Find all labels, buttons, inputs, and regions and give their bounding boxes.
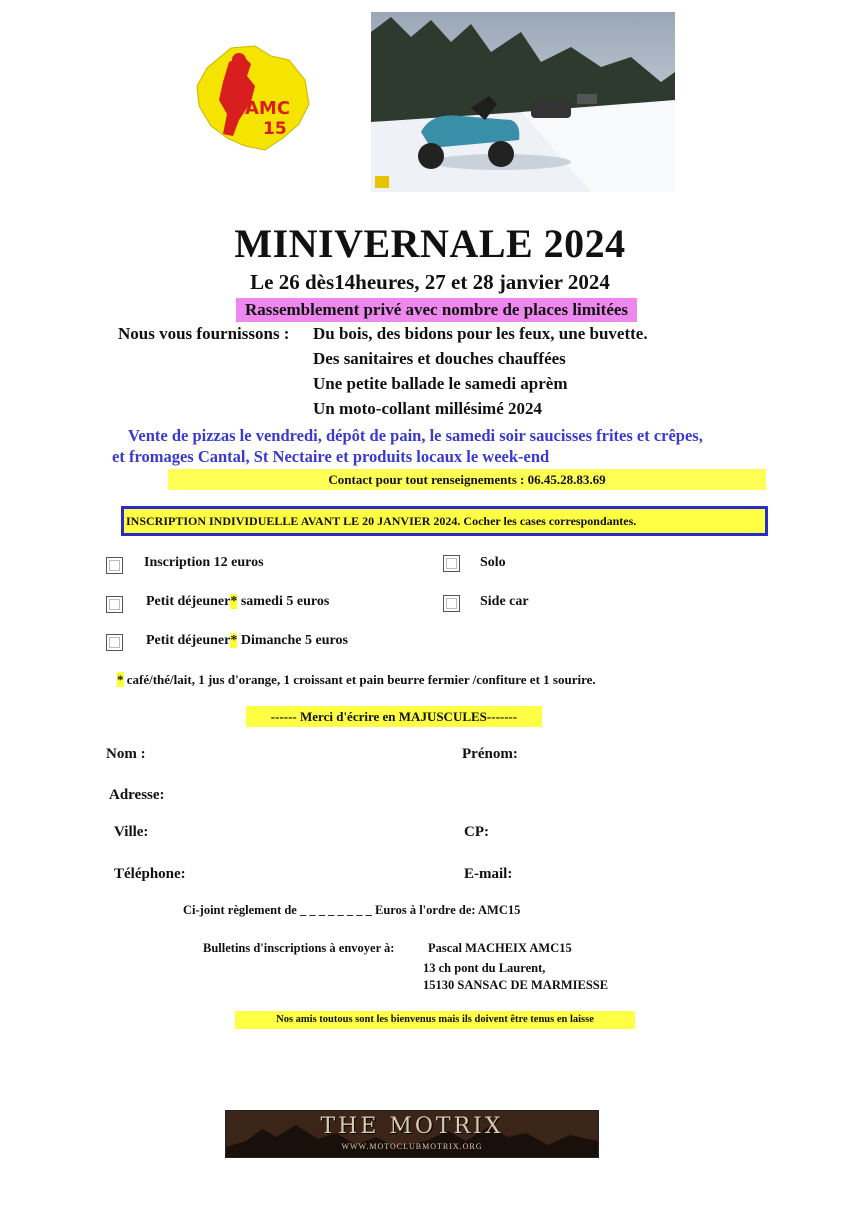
amc15-logo	[193, 42, 313, 154]
cp-field-label: CP:	[464, 824, 489, 840]
breakfast-text: Petit déjeuner	[146, 594, 231, 609]
solo-label: Solo	[480, 555, 506, 570]
breakfast-sunday-checkbox[interactable]	[106, 634, 123, 651]
nom-field-label: Nom :	[106, 746, 146, 762]
sidecar-snow-photo	[371, 12, 675, 192]
asterisk-marker: *	[230, 633, 238, 648]
uppercase-instruction: ------ Merci d'écrire en MAJUSCULES-------	[246, 706, 542, 727]
breakfast-saturday-label	[146, 594, 329, 610]
breakfast-saturday-checkbox[interactable]	[106, 596, 123, 613]
inscription-deadline-banner: INSCRIPTION INDIVIDUELLE AVANT LE 20 JANVIER 2024. Cocher les cases correspondantes.	[121, 506, 768, 536]
side-car-label: Side car	[480, 594, 529, 609]
inscription-label: Inscription 12 euros	[144, 555, 264, 570]
breakfast-day-text: samedi 5 euros	[237, 594, 330, 609]
send-address-line: 15130 SANSAC DE MARMIESSE	[423, 978, 609, 992]
send-address-label: Bulletins d'inscriptions à envoyer à:	[203, 941, 395, 955]
provided-item: Des sanitaires et douches chauffées	[313, 349, 566, 368]
contact-info: Contact pour tout renseignements : 06.45.28.83.69	[168, 469, 766, 490]
send-address-line: Pascal MACHEIX AMC15	[428, 941, 572, 955]
inscription-checkbox[interactable]	[106, 557, 123, 574]
motrix-banner	[225, 1110, 599, 1158]
food-sale-line: Vente de pizzas le vendredi, dépôt de pain, le samedi soir saucisses frites et crêpes,	[128, 426, 703, 445]
provided-label: Nous vous fournissons :	[118, 324, 290, 343]
private-gathering-notice: Rassemblement privé avec nombre de places limitées	[236, 298, 637, 322]
banner-title: THE MOTRIX	[320, 1114, 504, 1139]
footnote-text: café/thé/lait, 1 jus d'orange, 1 croissant et pain beurre fermier /confiture et 1 sourire.	[123, 672, 596, 687]
breakfast-footnote	[117, 672, 596, 688]
adresse-field-label: Adresse:	[109, 787, 165, 803]
breakfast-sunday-label	[146, 633, 348, 649]
breakfast-day-text: Dimanche 5 euros	[237, 633, 348, 648]
provided-item: Un moto-collant millésimé 2024	[313, 399, 542, 418]
payment-line: Ci-joint règlement de _ _ _ _ _ _ _ _ Euros à l'ordre de: AMC15	[183, 903, 521, 917]
logo-text-amc: AMC	[245, 98, 291, 119]
provided-item: Une petite ballade le samedi aprèm	[313, 374, 568, 393]
send-address-line: 13 ch pont du Laurent,	[423, 961, 546, 975]
prenom-field-label: Prénom:	[462, 746, 518, 762]
telephone-field-label: Téléphone:	[114, 866, 186, 882]
asterisk-marker: *	[117, 672, 124, 687]
asterisk-marker: *	[230, 594, 238, 609]
side-car-checkbox[interactable]	[443, 595, 460, 612]
solo-checkbox[interactable]	[443, 555, 460, 572]
breakfast-text: Petit déjeuner	[146, 633, 231, 648]
event-title: MINIVERNALE 2024	[234, 221, 626, 266]
event-dates: Le 26 dès14heures, 27 et 28 janvier 2024	[250, 270, 610, 294]
ville-field-label: Ville:	[114, 824, 149, 840]
provided-item: Du bois, des bidons pour les feux, une buvette.	[313, 324, 648, 343]
banner-url: WWW.MOTOCLUBMOTRIX.ORG	[341, 1142, 483, 1151]
logo-text-15: 15	[263, 119, 287, 139]
food-sale-line: et fromages Cantal, St Nectaire et produits locaux le week-end	[112, 447, 550, 466]
email-field-label: E-mail:	[464, 866, 513, 882]
pets-note: Nos amis toutous sont les bienvenus mais ils doivent être tenus en laisse	[235, 1011, 635, 1029]
